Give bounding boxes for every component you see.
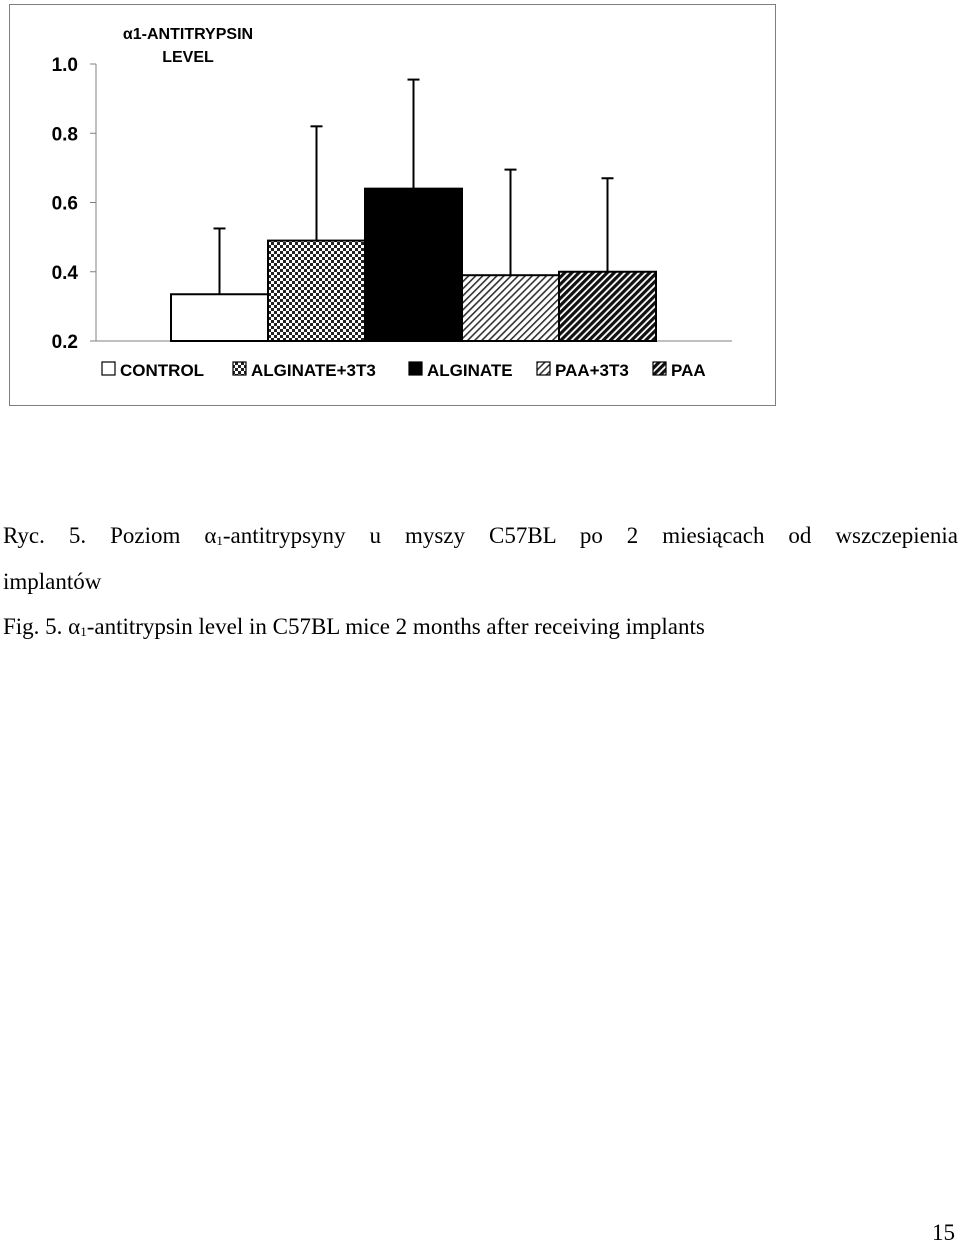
bars: [171, 80, 656, 341]
caption-polish-line-2: implantów: [3, 569, 102, 594]
legend-label-0: CONTROL: [120, 361, 205, 380]
legend-label-1: ALGINATE+3T3: [251, 361, 376, 380]
y-tick-label: 0.8: [51, 124, 78, 146]
y-tick-label: 1.0: [51, 55, 78, 76]
caption-en-suffix: -antitrypsin level in C57BL mice 2 months after receiving implants: [86, 614, 705, 639]
chart-title-line-2: LEVEL: [162, 49, 214, 66]
legend-label-2: ALGINATE: [427, 361, 513, 380]
page-number: 15: [932, 1220, 955, 1245]
y-tick-label: 0.6: [51, 193, 78, 215]
y-axis-ticks: [52, 55, 96, 353]
chart-title-line-1: α1-ANTITRYPSIN: [122, 26, 254, 43]
caption-pl-suffix: -antitrypsyny u myszy C57BL po 2 miesiącach od wszczepienia: [222, 523, 958, 548]
bar-1: [268, 241, 365, 341]
legend-label-3: PAA+3T3: [555, 361, 629, 380]
caption-pl-prefix: Ryc. 5. Poziom α: [3, 523, 217, 548]
bar-4: [559, 272, 656, 341]
y-tick-label: 0.4: [51, 262, 78, 284]
caption-en-subscript: 1: [80, 624, 87, 639]
legend-swatch-4: [653, 362, 666, 375]
bar-2: [365, 189, 462, 341]
legend-swatch-0: [102, 362, 115, 375]
legend: [102, 361, 706, 380]
caption-polish: [3, 524, 958, 547]
caption-english: [3, 615, 958, 638]
legend-swatch-1: [233, 362, 246, 375]
bar-3: [462, 275, 559, 341]
legend-label-4: PAA: [671, 361, 706, 380]
y-tick-label: 0.2: [51, 332, 78, 353]
legend-swatch-3: [537, 362, 550, 375]
chart-frame: [9, 4, 776, 406]
bar-0: [171, 294, 268, 341]
legend-swatch-2: [409, 362, 422, 375]
caption-en-prefix: Fig. 5. α: [3, 614, 81, 639]
bar-chart: [10, 5, 777, 407]
caption-pl-subscript: 1: [216, 533, 223, 548]
